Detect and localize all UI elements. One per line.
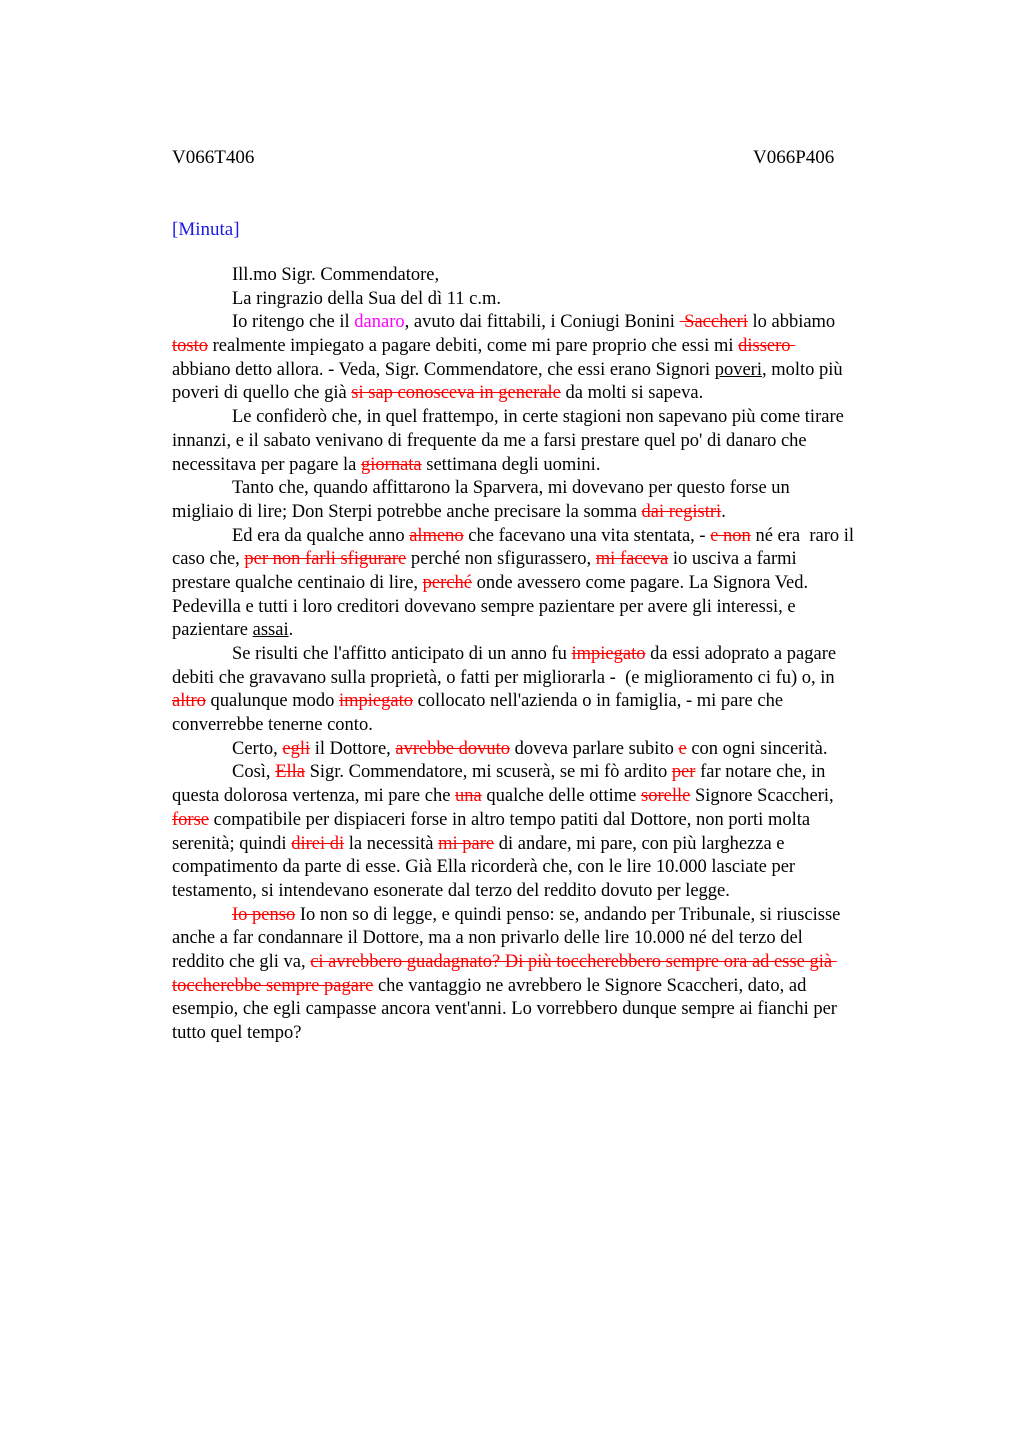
text-line (172, 856, 932, 880)
deleted-text: almeno (409, 525, 464, 546)
text-line (172, 382, 932, 406)
text-line (172, 667, 932, 691)
deleted-text: si sap conosceva in generale (351, 383, 561, 404)
text-segment: Le confiderò che, in quel frattempo, in certe stagioni non sapevano più come tirare (232, 407, 844, 428)
underlined-word: poveri (714, 359, 762, 380)
deleted-text: tosto (172, 336, 208, 357)
underlined-word: assai (252, 620, 289, 641)
text-segment: la necessità (344, 833, 439, 854)
text-segment: onde avessero come pagare. La Signora Ved. (471, 572, 809, 593)
text-line (172, 951, 932, 975)
deleted-text: forse (172, 809, 209, 830)
deleted-text: avrebbe dovuto (395, 738, 510, 759)
text-segment: caso che, (172, 549, 245, 570)
text-segment: abbiano detto allora. - Veda, Sigr. Commendatore, che essi erano Signori (172, 359, 715, 380)
text-line (172, 690, 932, 714)
text-segment: Sigr. Commendatore, mi scuserà, se mi fò ardito (304, 762, 672, 783)
text-segment: Tanto che, quando affittarono la Sparvera, mi dovevano per questo forse un (232, 478, 790, 499)
text-segment: Ill.mo Sigr. Commendatore, (232, 265, 440, 285)
text-line (172, 904, 932, 928)
text-segment: Io non so di legge, e quindi penso: se, andando per Tribunale, si riuscisse (295, 904, 841, 925)
text-segment: doveva parlare subito (509, 738, 679, 759)
text-segment: innanzi, e il sabato venivano di frequente da me a farsi prestare quel po' di danaro che (172, 430, 807, 451)
text-segment: io usciva a farmi (668, 549, 797, 570)
document-code-left: V066T406 (172, 147, 255, 168)
text-line (172, 809, 932, 833)
text-line (172, 619, 932, 643)
text-segment: far notare che, in (695, 762, 826, 783)
deleted-text: impiegato (571, 644, 646, 664)
deleted-text: giornata (361, 454, 422, 475)
deleted-text: toccherebbe sempre pagare (172, 975, 374, 996)
text-segment: tutto quel tempo? (172, 1023, 302, 1043)
text-line (172, 714, 932, 738)
text-line (172, 311, 932, 335)
letter-body (172, 264, 932, 1046)
text-line (172, 998, 932, 1022)
text-line (172, 833, 932, 857)
deleted-text: mi pare (438, 833, 495, 854)
text-line (172, 572, 932, 596)
text-segment: debiti che gravavano sulla proprietà, o fatti per migliorarla - (e miglioramento ci fu) o, in (172, 667, 835, 688)
text-segment: qualche delle ottime (481, 786, 641, 807)
deleted-text: e non (710, 525, 751, 546)
text-line (172, 430, 932, 454)
text-segment: Signore Scaccheri, (690, 786, 834, 807)
text-segment: Pedevilla e tutti i loro creditori dovevano sempre pazientare per avere gli interessi, e (172, 596, 796, 617)
deleted-text: dai registri (641, 501, 722, 522)
text-segment: collocato nell'azienda o in famiglia, - mi pare che (412, 691, 784, 712)
text-segment: di andare, mi pare, con più larghezza e (494, 833, 785, 854)
text-line (172, 927, 932, 951)
text-line (172, 288, 932, 312)
deleted-text: per (671, 762, 696, 783)
text-segment: qualunque modo (205, 691, 339, 712)
text-segment: con ogni sincerità. (686, 738, 828, 759)
text-line (172, 359, 932, 383)
text-segment: compatibile per dispiaceri forse in altro tempo patiti dal Dottore, non porti molta (208, 809, 811, 830)
text-line (172, 548, 932, 572)
deleted-text: dissero (738, 336, 796, 357)
text-segment: compatimento da parte di esse. Già Ella ricorderà che, con le lire 10.000 lasciate per (172, 857, 796, 878)
deleted-text: per non farli sfigurare (244, 549, 407, 570)
text-segment: pazientare (172, 620, 253, 641)
deleted-text: mi faceva (595, 549, 669, 570)
text-segment: serenità; quindi (172, 833, 292, 854)
text-line (172, 335, 932, 359)
text-segment: Io ritengo che il (232, 312, 355, 333)
text-segment: il Dottore, (310, 738, 396, 759)
text-segment: converrebbe tenerne conto. (172, 715, 373, 736)
text-segment: perché non sfigurassero, (406, 549, 596, 570)
document-code-right: V066P406 (753, 147, 835, 168)
deleted-text: ci avrebbero guadagnato? Di più toccherebbero sempre ora ad esse già (310, 951, 837, 972)
text-segment: Ed era da qualche anno (232, 525, 410, 546)
text-segment: realmente impiegato a pagare debiti, come mi pare proprio che essi mi (207, 336, 739, 357)
text-segment: poveri di quello che già (172, 383, 352, 404)
deleted-text: sorelle (641, 786, 691, 807)
deleted-text: direi di (291, 833, 345, 854)
text-line (172, 738, 932, 762)
text-segment: né era raro il (750, 525, 855, 546)
deleted-text: una (455, 786, 482, 807)
text-segment: . (721, 501, 726, 522)
text-segment: reddito che gli va, (172, 951, 311, 972)
text-line (172, 264, 932, 288)
text-segment: La ringrazio della Sua del dì 11 c.m. (232, 288, 502, 309)
text-segment: , avuto dai fittabili, i Coniugi Bonini (404, 312, 680, 333)
text-line (172, 1022, 932, 1046)
text-line (172, 501, 932, 525)
text-line (172, 596, 932, 620)
text-segment: Certo, (232, 738, 283, 759)
text-segment: , molto più (761, 359, 843, 380)
text-segment: esempio, che egli campasse ancora vent'anni. Lo vorrebbero dunque sempre ai fianchi per (172, 999, 837, 1020)
text-segment: prestare qualche centinaio di lire, (172, 572, 423, 593)
text-segment: lo abbiamo (747, 312, 836, 333)
deleted-text: impiegato (338, 691, 413, 712)
text-line (172, 761, 932, 785)
text-segment: che vantaggio ne avrebbero le Signore Scaccheri, dato, ad (373, 975, 807, 996)
text-segment: Se risulti che l'affitto anticipato di un anno fu (232, 644, 572, 664)
text-line (172, 975, 932, 999)
text-segment: questa dolorosa vertenza, mi pare che (172, 786, 456, 807)
highlighted-word: danaro (354, 312, 405, 333)
text-segment: testamento, si intendevano esonerate dal terzo del reddito dovuto per legge. (172, 880, 730, 901)
deleted-text: altro (172, 691, 206, 712)
deleted-text: e (678, 738, 687, 759)
text-segment: . (288, 620, 294, 641)
text-line (172, 406, 932, 430)
text-line (172, 880, 932, 904)
deleted-text: Ella (275, 762, 305, 783)
text-segment: settimana degli uomini. (421, 454, 601, 475)
text-segment: necessitava per pagare la (172, 454, 362, 475)
text-line (172, 454, 932, 478)
text-segment: anche a far condannare il Dottore, ma a non privarlo delle lire 10.000 né del terzo del (172, 928, 803, 949)
deleted-text: egli (282, 738, 311, 759)
text-segment: da molti si sapeva. (560, 383, 704, 404)
text-line (172, 785, 932, 809)
text-segment: che facevano una vita stentata, - (463, 525, 711, 546)
text-line (172, 525, 932, 549)
text-segment: migliaio di lire; Don Sterpi potrebbe anche precisare la somma (172, 501, 642, 522)
text-line (172, 643, 932, 667)
deleted-text: perché (422, 572, 472, 593)
deleted-text: Saccheri (679, 312, 748, 333)
deleted-text: Io penso (232, 904, 296, 925)
text-segment: Così, (232, 762, 276, 783)
text-segment: da essi adoprato a pagare (645, 644, 837, 664)
text-line (172, 477, 932, 501)
minuta-label: [Minuta] (172, 219, 240, 240)
